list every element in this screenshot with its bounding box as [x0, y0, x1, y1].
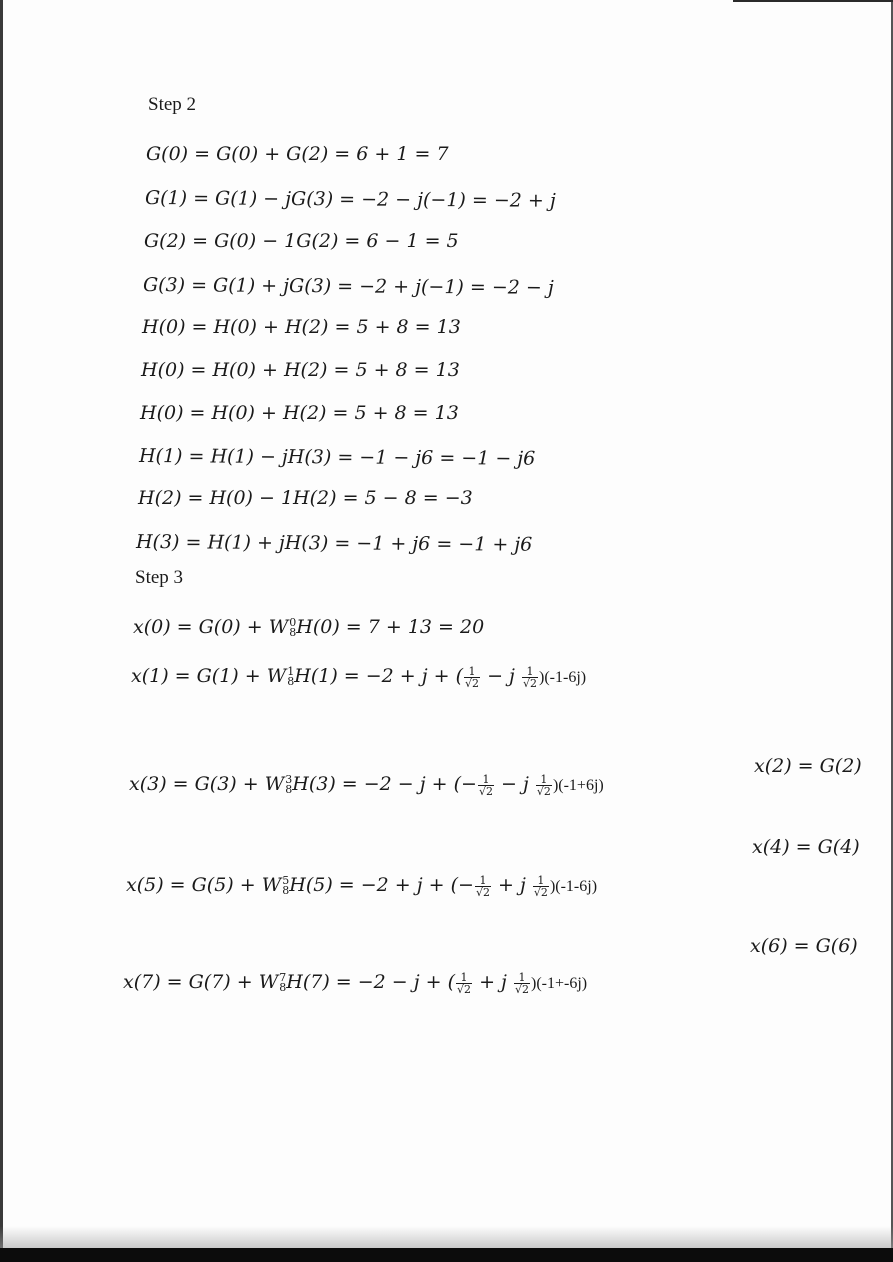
step2-line-3: G(2) = G(0) − 1G(2) = 6 − 1 = 5: [144, 230, 459, 252]
step2-line-7: H(0) = H(0) + H(2) = 5 + 8 = 13: [140, 402, 459, 424]
step3-x5-line: [126, 873, 597, 899]
x5-w-sub: 8: [282, 884, 290, 897]
x7-lhs: x(7) = G(7) +: [123, 971, 259, 993]
x7-frac-2: $\frac{1}{√2}$: [515, 970, 530, 996]
x1-op: − j: [481, 665, 521, 687]
x7-frac-1: $\frac{1}{√2}$: [457, 970, 472, 996]
x5-frac-2: $\frac{1}{√2}$: [533, 873, 548, 899]
x0-w-sub: 8: [289, 626, 297, 639]
step3-heading: Step 3: [135, 567, 184, 588]
scan-edge-left: [0, 0, 3, 1262]
x1-tail: )(-1-6j): [539, 669, 587, 686]
step3-x7-line: [123, 970, 587, 996]
x1-frac-1: $\frac{1}{√2}$: [465, 664, 480, 690]
x0-lhs: x(0) = G(0) +: [133, 616, 269, 638]
step3-x3-line: [129, 772, 604, 798]
step2-line-8: H(1) = H(1) − jH(3) = −1 − j6 = −1 − j6: [138, 445, 536, 470]
x3-lhs: x(3) = G(3) +: [129, 773, 265, 795]
x3-mid: H(3) = −2 − j + (−: [292, 773, 477, 795]
x1-mid: H(1) = −2 + j + (: [294, 665, 464, 687]
x5-twiddle: W 5 8: [261, 874, 290, 897]
x3-twiddle: W 3 8: [264, 773, 293, 796]
step2-line-4: G(3) = G(1) + jG(3) = −2 + j(−1) = −2 − j: [142, 274, 554, 299]
x1-w-sup: 1: [287, 665, 295, 678]
step2-line-10: H(3) = H(1) + jH(3) = −1 + j6 = −1 + j6: [135, 531, 533, 556]
scan-edge-top: [733, 0, 893, 2]
x3-frac-1: $\frac{1}{√2}$: [478, 772, 493, 798]
x7-w-sup: 7: [279, 971, 287, 984]
x3-op: − j: [494, 773, 535, 795]
x7-twiddle: W 7 8: [258, 971, 287, 994]
step2-line-5: H(0) = H(0) + H(2) = 5 + 8 = 13: [142, 316, 461, 338]
x5-mid: H(5) = −2 + j + (−: [289, 874, 474, 896]
x7-tail: )(-1+-6j): [531, 975, 588, 992]
x1-twiddle: W 1 8: [266, 665, 295, 688]
x5-w-sup: 5: [282, 874, 290, 887]
x3-w-sub: 8: [285, 783, 293, 796]
step2-heading: Step 2: [148, 94, 197, 115]
step3-x4-line: x(4) = G(4): [752, 836, 860, 858]
step2-line-1: G(0) = G(0) + G(2) = 6 + 1 = 7: [146, 143, 449, 165]
x0-rhs: H(0) = 7 + 13 = 20: [296, 616, 485, 638]
x5-frac-1: $\frac{1}{√2}$: [475, 873, 490, 899]
x0-twiddle: W 0 8: [268, 616, 297, 639]
x3-frac-2: $\frac{1}{√2}$: [536, 772, 551, 798]
x7-mid: H(7) = −2 − j + (: [286, 971, 456, 993]
x3-tail: )(-1+6j): [552, 777, 604, 794]
x5-op: + j: [491, 874, 532, 896]
step3-x1-line: [131, 664, 586, 690]
x0-w-sup: 0: [289, 616, 297, 629]
step2-line-6: H(0) = H(0) + H(2) = 5 + 8 = 13: [141, 359, 460, 381]
step3-x6-line: x(6) = G(6): [750, 935, 858, 957]
x1-frac-2: $\frac{1}{√2}$: [523, 664, 538, 690]
x7-op: + j: [473, 971, 513, 993]
scan-bottom-band: [0, 1248, 893, 1262]
x3-w-sup: 3: [285, 773, 293, 786]
x5-lhs: x(5) = G(5) +: [126, 874, 262, 896]
scan-bottom-shadow: [0, 1226, 893, 1248]
step3-x2-line: x(2) = G(2): [754, 755, 862, 777]
x5-tail: )(-1-6j): [549, 878, 598, 895]
x1-lhs: x(1) = G(1) +: [131, 665, 267, 687]
step2-line-2: G(1) = G(1) − jG(3) = −2 − j(−1) = −2 + j: [144, 187, 556, 212]
x7-w-sub: 8: [279, 981, 287, 994]
step3-x0-line: [133, 615, 484, 639]
step2-line-9: H(2) = H(0) − 1H(2) = 5 − 8 = −3: [138, 487, 473, 509]
x1-w-sub: 8: [287, 675, 295, 688]
